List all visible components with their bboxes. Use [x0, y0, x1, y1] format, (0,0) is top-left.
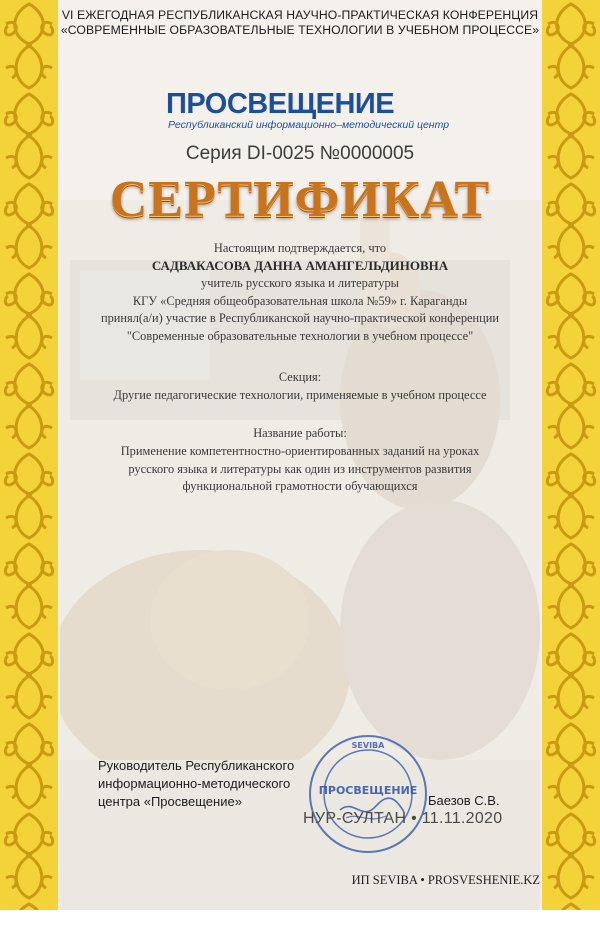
city-and-date: НУР-СУЛТАН • 11.11.2020 — [303, 810, 503, 827]
logo-subtitle: Республиканский информационно–методический центр — [168, 119, 450, 131]
conference-name: "Современные образовательные технологии в учебном процессе" — [126, 329, 474, 343]
stamp-logo-text: ПРОСВЕЩЕНИЕ — [318, 784, 418, 797]
certificate-content — [58, 0, 542, 910]
section-value: Другие педагогические технологии, применяемые в учебном процессе — [113, 388, 487, 402]
signature-line: Руководитель Республиканского — [98, 758, 295, 773]
recipient-school: КГУ «Средняя общеобразовательная школа №59» г. Караганды — [132, 294, 468, 308]
stamp-top-text: SEVIBA — [351, 741, 385, 750]
conference-header-line: VI ЕЖЕГОДНАЯ РЕСПУБЛИКАНСКАЯ НАУЧНО-ПРАКТИЧЕСКАЯ КОНФЕРЕНЦИЯ — [61, 8, 539, 22]
ornament-pattern — [542, 0, 600, 910]
work-title-line: русского языка и литературы как один из инструментов развития — [128, 461, 472, 476]
work-title-line: функциональной грамотности обучающихся — [182, 479, 418, 493]
left-ornament-border — [0, 0, 58, 910]
work-title-line: Применение компетентностно-ориентированных заданий на уроках — [120, 444, 480, 458]
recipient-position: учитель русского языка и литературы — [201, 276, 399, 290]
footer-text: ИП SEVIBA • PROSVESHENIE.KZ — [351, 873, 540, 887]
confirm-text: Настоящим подтверждается, что — [213, 241, 387, 255]
signature-line: информационно-методического — [98, 776, 291, 791]
stamp-seal — [306, 732, 430, 856]
right-ornament-border — [542, 0, 600, 910]
recipient-name: САДВАКАСОВА ДАННА АМАНГЕЛЬДИНОВНА — [151, 258, 449, 273]
logo-name: ПРОСВЕЩЕНИЕ — [166, 88, 395, 120]
prosveshenie-logo — [166, 88, 466, 136]
work-title-label: Название работы: — [253, 426, 347, 440]
signature-line: центра «Просвещение» — [98, 794, 242, 809]
certificate-series: Серия DI-0025 №0000005 — [185, 143, 415, 164]
conference-header-line: «СОВРЕМЕННЫЕ ОБРАЗОВАТЕЛЬНЫЕ ТЕХНОЛОГИИ В УЧЕБНОМ ПРОЦЕССЕ» — [60, 23, 540, 37]
bottom-strip — [0, 910, 600, 925]
certificate-title: СЕРТИФИКАТ — [109, 171, 491, 228]
signer-name: Баезов С.В. — [428, 793, 500, 808]
ornament-pattern — [0, 0, 58, 910]
participation-text: принял(а/и) участие в Республиканской научно-практической конференции — [100, 311, 500, 325]
section-label: Секция: — [278, 370, 322, 384]
conference-header — [58, 8, 542, 38]
work-title-value — [58, 443, 542, 496]
